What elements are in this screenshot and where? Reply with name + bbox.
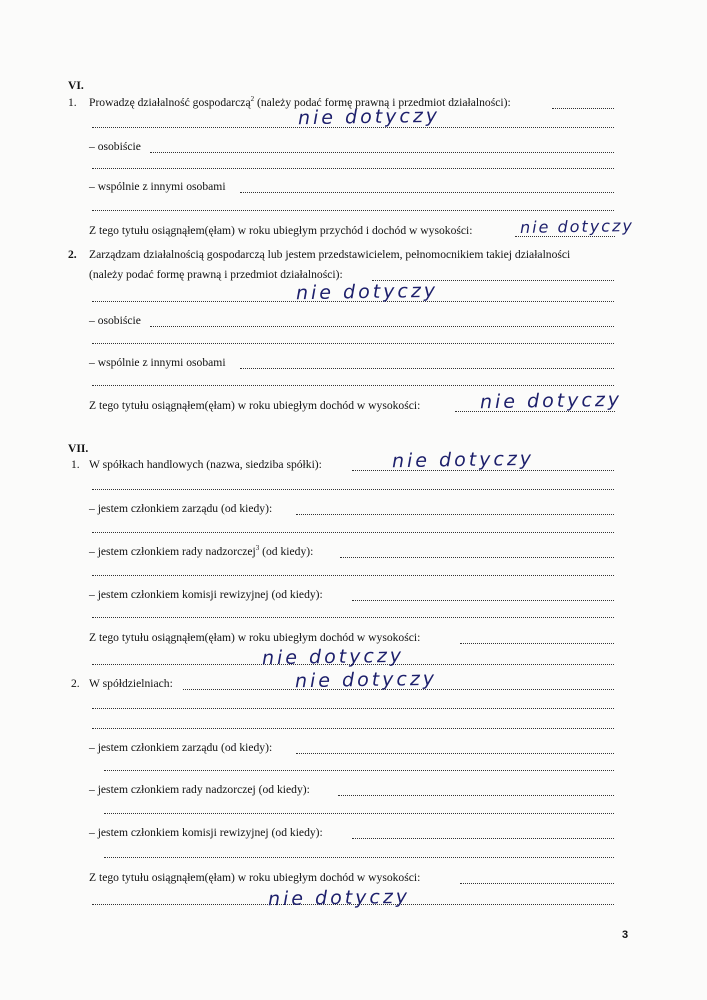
management-label-cont: (należy podać formę prawną i przedmiot działalności): bbox=[89, 268, 343, 281]
page-number: 3 bbox=[622, 929, 629, 941]
fill-line bbox=[92, 343, 614, 344]
fill-line bbox=[352, 600, 614, 601]
personally-label: – osobiście bbox=[89, 140, 141, 153]
handwritten-answer: nie dotyczy bbox=[267, 885, 411, 911]
section-7-heading: VII. bbox=[68, 442, 89, 455]
board-member-label: – jestem członkiem zarządu (od kiedy): bbox=[89, 502, 273, 515]
fill-line bbox=[150, 152, 614, 153]
business-activity-label: Prowadzę działalność gospodarczą$^2$ (należy podać formę prawną i przedmiot działalności): bbox=[89, 95, 511, 109]
fill-line bbox=[460, 643, 614, 644]
board-member-label: – jestem członkiem zarządu (od kiedy): bbox=[89, 741, 273, 754]
item-number: 1. bbox=[71, 458, 80, 471]
fill-line bbox=[352, 838, 614, 839]
audit-committee-label: – jestem członkiem komisji rewizyjnej (od kiedy): bbox=[89, 588, 323, 601]
management-label: Zarządzam działalnością gospodarczą lub jestem przedstawicielem, pełnomocnikiem takiej działalności bbox=[89, 248, 571, 261]
fill-line bbox=[296, 514, 614, 515]
handwritten-answer: nie dotyczy bbox=[297, 104, 441, 130]
handwritten-answer: nie dotyczy bbox=[295, 279, 439, 305]
jointly-label: – wspólnie z innymi osobami bbox=[89, 356, 226, 369]
fill-line bbox=[460, 883, 614, 884]
fill-line bbox=[92, 617, 614, 618]
personally-label: – osobiście bbox=[89, 314, 141, 327]
supervisory-board-label: – jestem członkiem rady nadzorczej (od kiedy): bbox=[89, 783, 310, 796]
fill-line bbox=[150, 326, 614, 327]
income-label: Z tego tytułu osiągnąłem(ęłam) w roku ubiegłym dochód w wysokości: bbox=[89, 871, 421, 884]
section-6-heading: VI. bbox=[68, 79, 84, 92]
handwritten-answer: nie dotyczy bbox=[261, 644, 405, 670]
income-label: Z tego tytułu osiągnąłem(ęłam) w roku ubiegłym dochód w wysokości: bbox=[89, 631, 421, 644]
fill-line bbox=[104, 857, 614, 858]
fill-line bbox=[340, 557, 614, 558]
cooperatives-label: W spółdzielniach: bbox=[89, 677, 173, 690]
fill-line bbox=[338, 795, 614, 796]
fill-line bbox=[92, 728, 614, 729]
handwritten-answer: nie dotyczy bbox=[479, 388, 623, 414]
handwritten-answer: nie dotyczy bbox=[294, 667, 438, 693]
fill-line bbox=[92, 210, 614, 211]
item-number: 2. bbox=[71, 677, 80, 690]
audit-committee-label: – jestem członkiem komisji rewizyjnej (od kiedy): bbox=[89, 826, 323, 839]
fill-line bbox=[296, 753, 614, 754]
supervisory-board-label: – jestem członkiem rady nadzorczej$^3$ (od kiedy): bbox=[89, 544, 314, 558]
fill-line bbox=[240, 192, 614, 193]
fill-line bbox=[92, 385, 614, 386]
fill-line bbox=[92, 532, 614, 533]
income-label: Z tego tytułu osiągnąłem(ęłam) w roku ubiegłym przychód i dochód w wysokości: bbox=[89, 224, 473, 237]
handwritten-answer: nie dotyczy bbox=[519, 216, 635, 237]
fill-line bbox=[104, 770, 614, 771]
fill-line bbox=[552, 108, 614, 109]
fill-line bbox=[104, 813, 614, 814]
item-number: 1. bbox=[68, 96, 77, 109]
handwritten-answer: nie dotyczy bbox=[391, 447, 535, 473]
fill-line bbox=[92, 489, 614, 490]
fill-line bbox=[92, 575, 614, 576]
fill-line bbox=[92, 168, 614, 169]
companies-label: W spółkach handlowych (nazwa, siedziba spółki): bbox=[89, 458, 322, 471]
fill-line bbox=[240, 368, 614, 369]
jointly-label: – wspólnie z innymi osobami bbox=[89, 180, 226, 193]
item-number: 2. bbox=[68, 248, 77, 261]
income-label: Z tego tytułu osiągnąłem(ęłam) w roku ubiegłym dochód w wysokości: bbox=[89, 399, 421, 412]
fill-line bbox=[92, 708, 614, 709]
